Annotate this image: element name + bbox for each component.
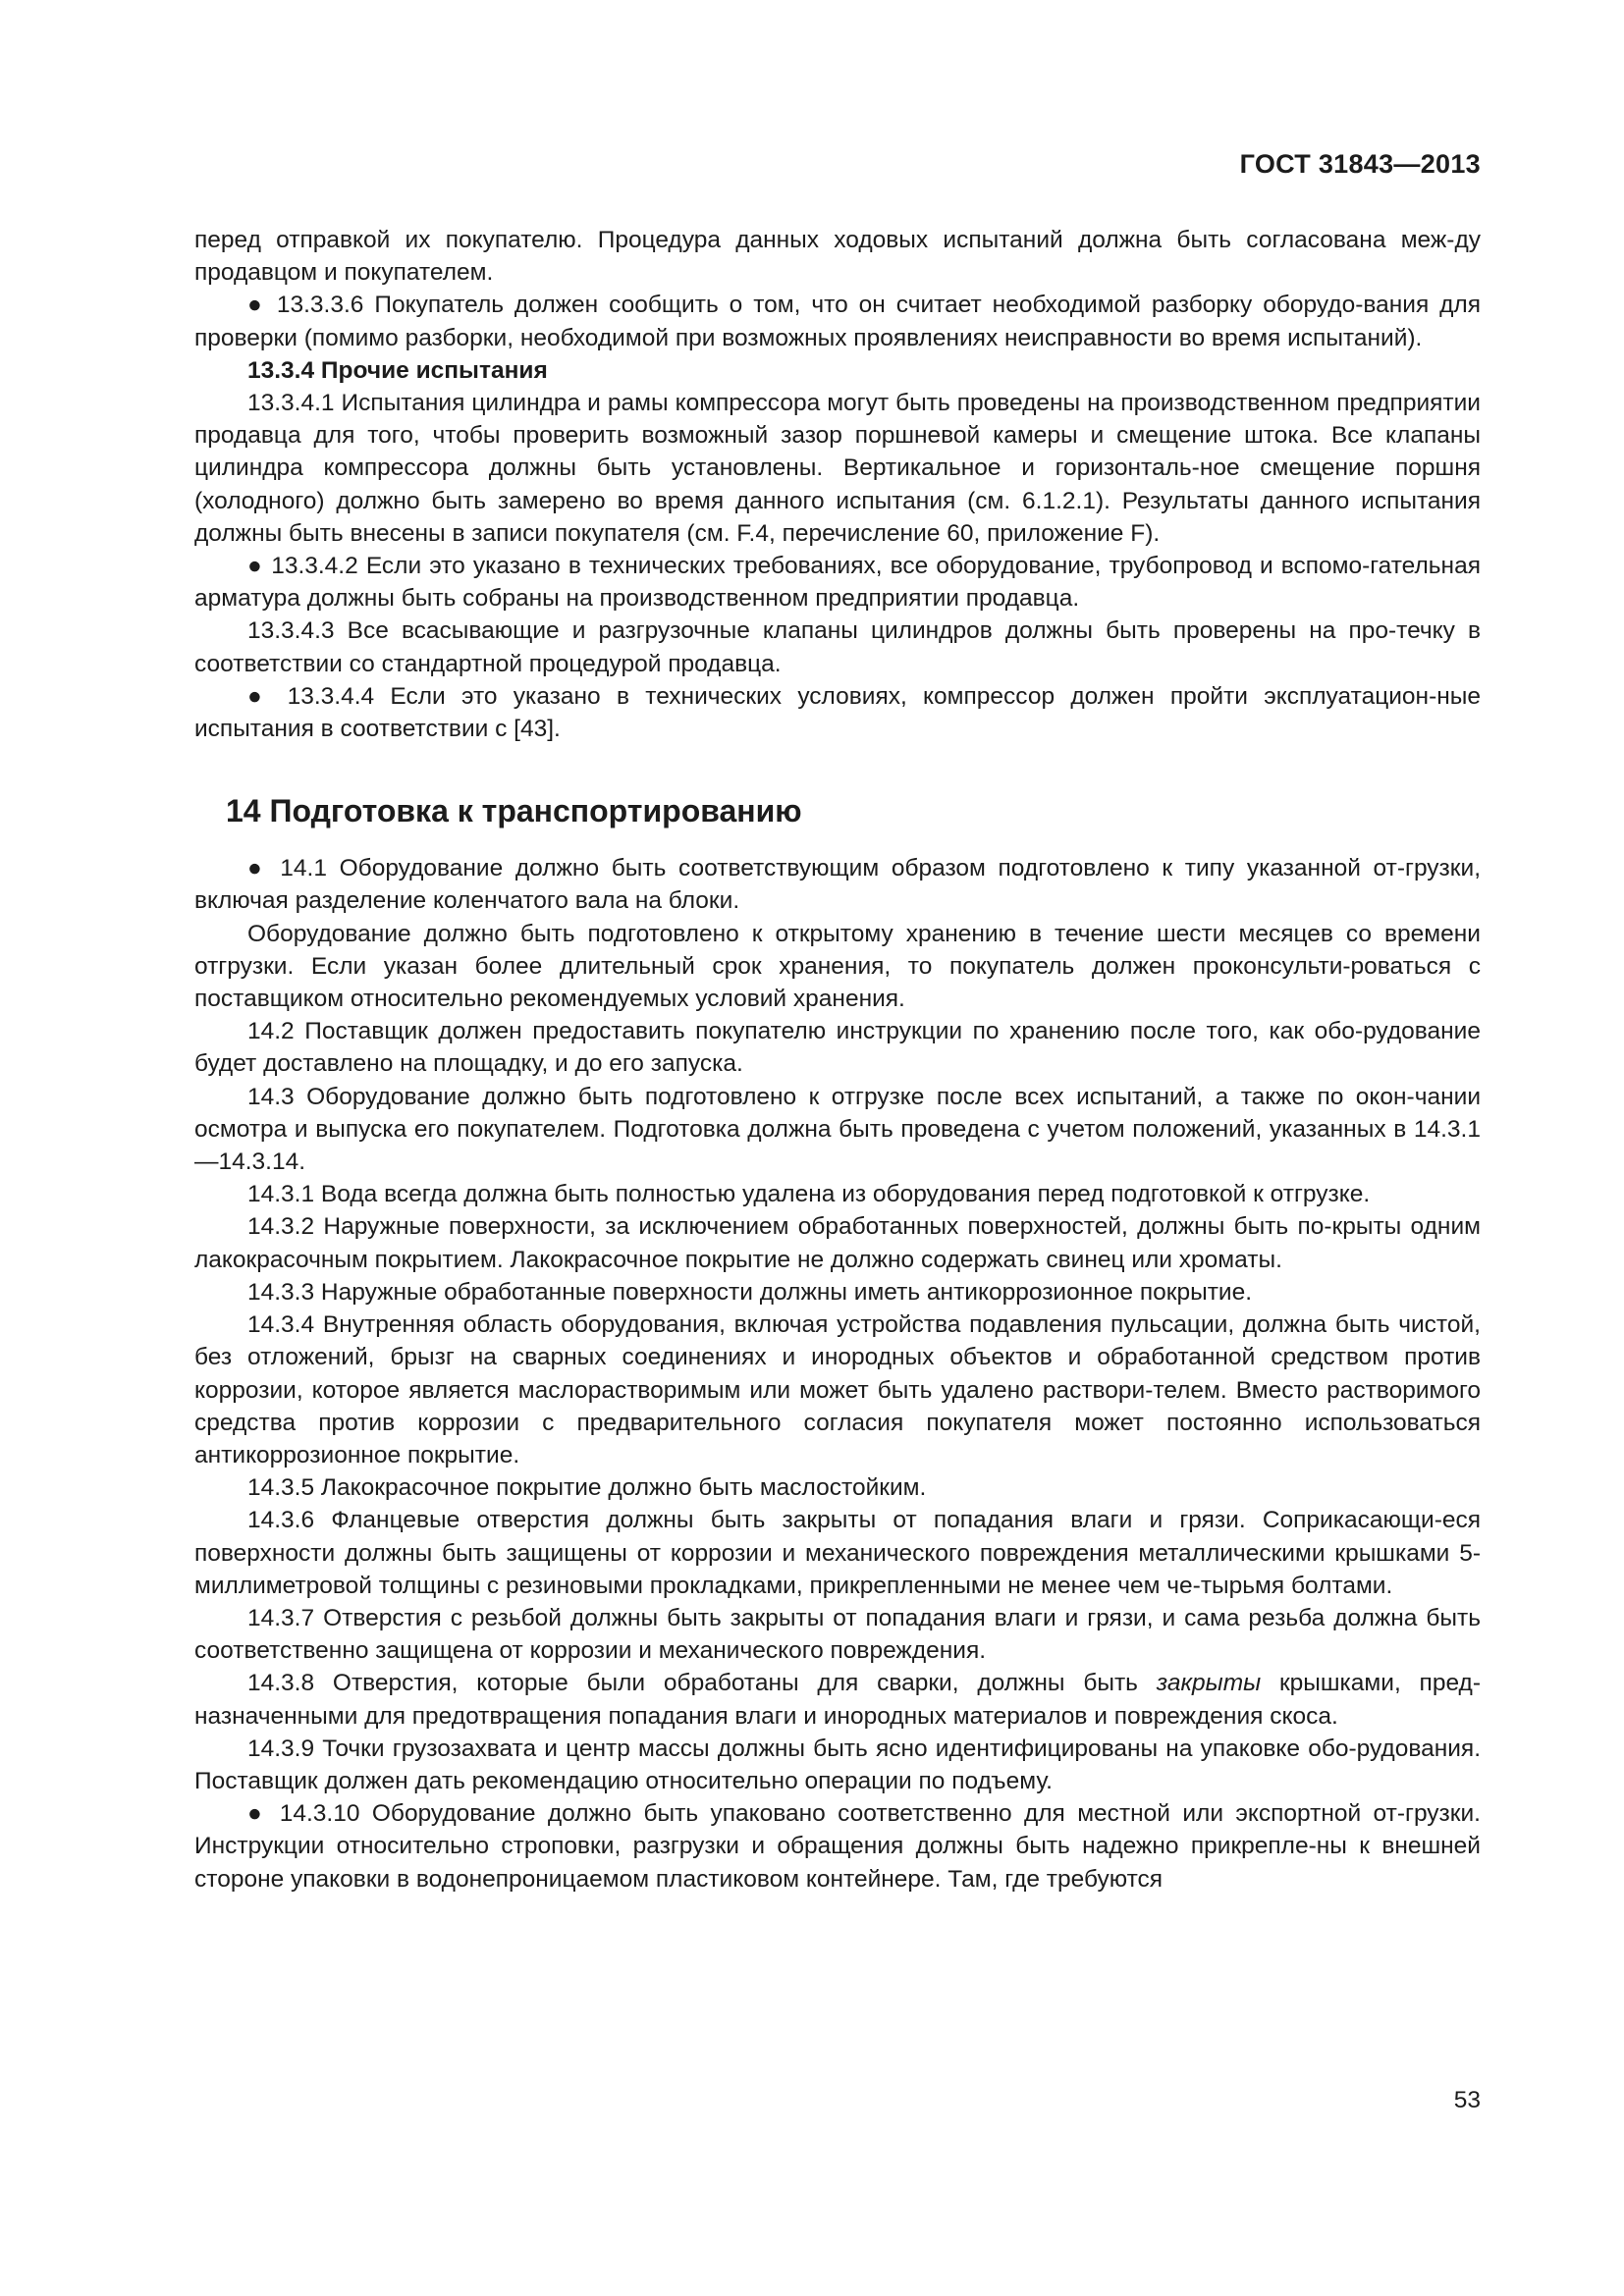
paragraph-text: крышками, пред-назначенными для предотвращения попадания влаги и инородных материалов и повреждения скоса. — [194, 1670, 1481, 1730]
paragraph: 14.3.9 Точки грузозахвата и центр массы должны быть ясно идентифицированы на упаковке обо-рудования. Поставщик должен дать рекомендацию относительно операции по подъему. — [194, 1735, 1481, 1794]
paragraph — [194, 1667, 1481, 1732]
document-header: ГОСТ 31843—2013 — [1239, 149, 1481, 179]
bullet-icon: ● — [247, 855, 268, 882]
paragraph — [194, 852, 1481, 917]
subsection-heading: 13.3.4 Прочие испытания — [247, 356, 548, 384]
paragraph: 14.3.7 Отверстия с резьбой должны быть закрыты от попадания влаги и грязи, и сама резьба должна быть соответственно защищена от коррозии и механического повреждения. — [194, 1604, 1481, 1665]
paragraph-text: 14.3.8 Отверстия, которые были обработаны для сварки, должны быть — [247, 1670, 1157, 1697]
paragraph: 14.3.5 Лакокрасочное покрытие должно быть маслостойким. — [247, 1474, 927, 1502]
bullet-icon: ● — [247, 1800, 268, 1828]
bullet-icon: ● — [247, 292, 266, 319]
paragraph: 14.2 Поставщик должен предоставить покупателю инструкции по хранению после того, как обо-рудование будет доставлено на площадку, и до его запуска. — [194, 1018, 1481, 1078]
paragraph — [194, 1797, 1481, 1896]
paragraph-text: 13.3.3.6 Покупатель должен сообщить о том, что он считает необходимой разборку оборудо-вания для проверки (помимо разборки, необходимой при возможных проявлениях неисправности во время испытаний). — [194, 292, 1481, 351]
page-number: 53 — [1453, 2087, 1481, 2113]
section-heading: 14 Подготовка к транспортированию — [226, 793, 802, 829]
document-body — [194, 224, 1481, 1896]
paragraph: 14.3.1 Вода всегда должна быть полностью удалена из оборудования перед подготовкой к отгрузке. — [247, 1181, 1371, 1208]
paragraph: 13.3.4.3 Все всасывающие и разгрузочные клапаны цилиндров должны быть проверены на про-течку в соответствии со стандартной процедурой продавца. — [194, 617, 1481, 677]
paragraph: 13.3.4.1 Испытания цилиндра и рамы компрессора могут быть проведены на производственном предприятии продавца для того, чтобы проверить возможный зазор поршневой камеры и смещение штока. Все клапаны цилиндра компрессора должны быть установлены. Вертикальное и горизонталь-ное смещение поршня (холодного) должно быть замерено во время данного испытания (см. 6.1.2.1). Результаты данного испытания должны быть внесены в записи покупателя (см. F.4, перечисление 60, приложение F). — [194, 390, 1481, 547]
paragraph-text: 13.3.4.2 Если это указано в технических требованиях, все оборудование, трубопровод и вспомо-гательная арматура должны быть собраны на производственном предприятии продавца. — [194, 553, 1481, 613]
paragraph — [194, 550, 1481, 614]
bullet-icon: ● — [247, 682, 272, 710]
paragraph — [194, 680, 1481, 745]
paragraph-text: 14.1 Оборудование должно быть соответствующим образом подготовлено к типу указанной от-грузки, включая разделение коленчатого вала на блоки. — [194, 855, 1481, 915]
paragraph: 14.3.2 Наружные поверхности, за исключением обработанных поверхностей, должны быть по-крыты одним лакокрасочным покрытием. Лакокрасочное покрытие не должно содержать свинец или хроматы. — [194, 1213, 1481, 1273]
paragraph: Оборудование должно быть подготовлено к открытому хранению в течение шести месяцев со времени отгрузки. Если указан более длительный срок хранения, то покупатель должен проконсульти-роваться с поставщиком относительно рекомендуемых условий хранения. — [194, 920, 1481, 1013]
paragraph-text: 13.3.4.4 Если это указано в технических условиях, компрессор должен пройти эксплуатацион-ные испытания в соответствии с [43]. — [194, 682, 1481, 743]
paragraph — [194, 289, 1481, 353]
paragraph: 14.3.6 Фланцевые отверстия должны быть закрыты от попадания влаги и грязи. Соприкасающи-еся поверхности должны быть защищены от коррозии и механического повреждения металлическими крышками 5-миллиметровой толщины с резиновыми прокладками, прикрепленными не менее чем че-тырьмя болтами. — [194, 1507, 1481, 1599]
paragraph: 14.3 Оборудование должно быть подготовлено к отгрузке после всех испытаний, а также по окон-чании осмотра и выпуска его покупателем. Подготовка должна быть проведена с учетом положений, указанных в 14.3.1—14.3.14. — [194, 1083, 1481, 1176]
paragraph-text: 14.3.10 Оборудование должно быть упаковано соответственно для местной или экспортной от-грузки. Инструкции относительно строповки, разгрузки и обращения должны быть надежно прикрепле-ны к внешней стороне упаковки в водонепроницаемом пластиковом контейнере. Там, где требуются — [194, 1800, 1481, 1893]
paragraph: перед отправкой их покупателю. Процедура данных ходовых испытаний должна быть согласована меж-ду продавцом и покупателем. — [194, 227, 1481, 287]
bullet-icon: ● — [247, 553, 264, 580]
emphasis-text: закрыты — [1156, 1670, 1262, 1697]
paragraph: 14.3.4 Внутренняя область оборудования, включая устройства подавления пульсации, должна быть чистой, без отложений, брызг на сварных соединениях и инородных объектов и обработанной средством против коррозии, которое является маслорастворимым или может быть удалено раствори-телем. Вместо растворимого средства против коррозии с предварительного согласия покупателя может постоянно использоваться антикоррозионное покрытие. — [194, 1311, 1481, 1468]
paragraph: 14.3.3 Наружные обработанные поверхности должны иметь антикоррозионное покрытие. — [247, 1278, 1253, 1306]
